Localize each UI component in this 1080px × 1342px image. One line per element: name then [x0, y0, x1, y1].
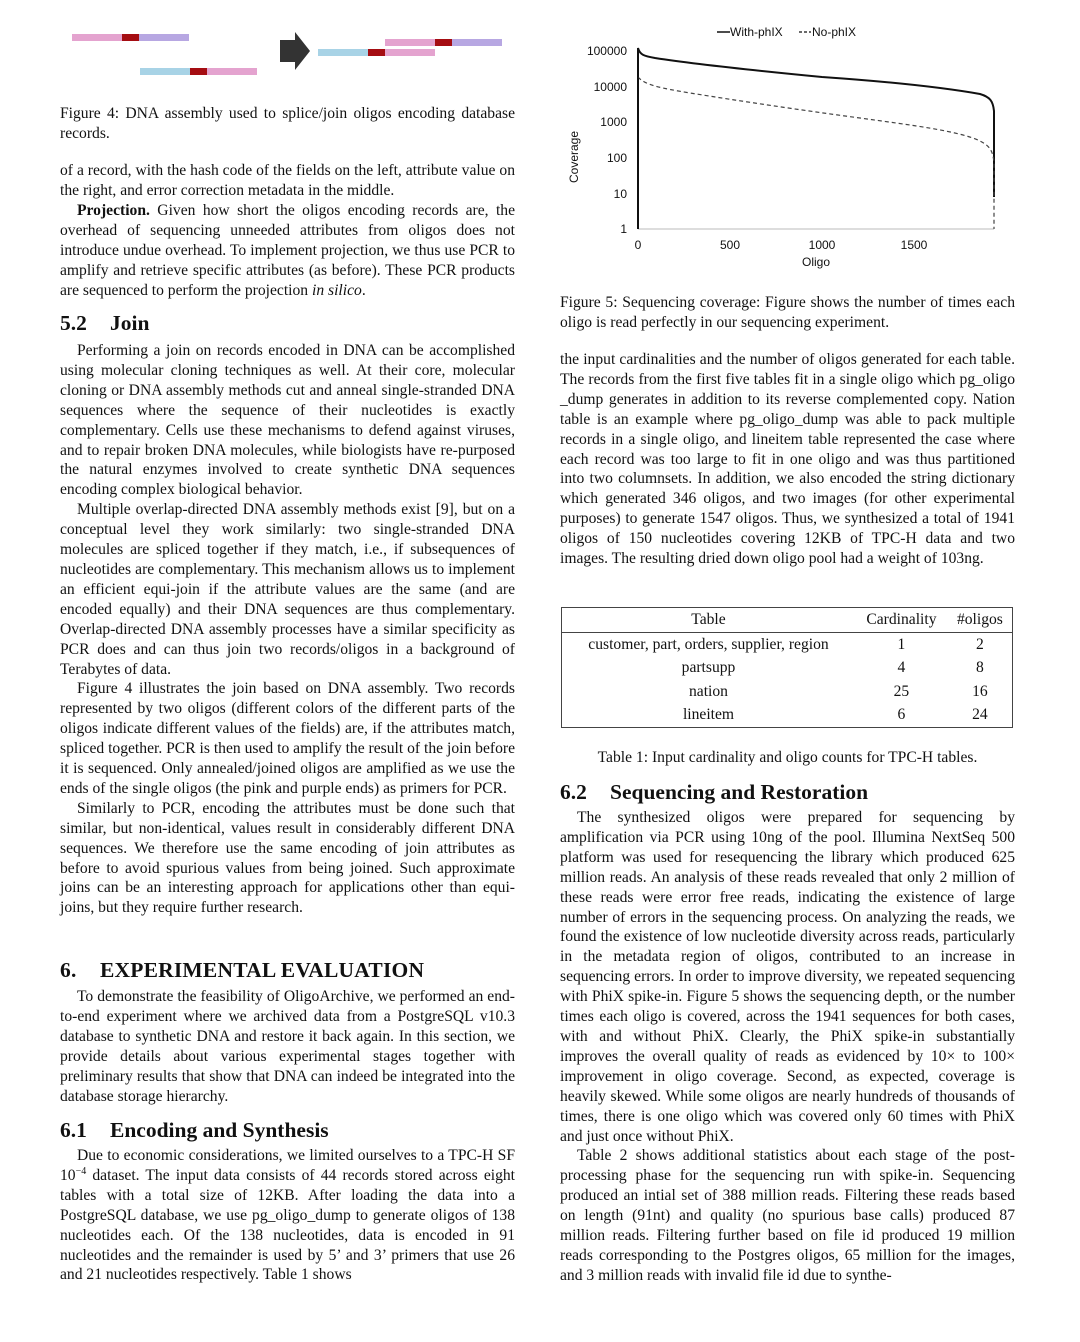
svg-text:10000: 10000: [593, 80, 627, 94]
oligo2-pink-segment: [207, 68, 257, 75]
figure-4-dna-assembly-diagram: [60, 28, 520, 83]
series-no-phix: [638, 77, 994, 229]
figure-4-caption: Figure 4: DNA assembly used to splice/join oligos encoding database records.: [60, 105, 515, 142]
joined-bottom-blue-segment: [318, 49, 368, 56]
paragraph-join-4: Similarly to PCR, encoding the attributes must be done such that similar, but non-identical, values result in considerably different DNA sequences. We therefore use the same encoding of join attributes as before to avoid spurious values from being joined. Such approximate joins can be an interesting approach for applications other than equi-joins, but they require further research.: [60, 799, 515, 917]
table-row: partsupp 4 8: [681, 659, 984, 676]
table-1-container: [561, 607, 1013, 728]
section-6-heading: 6. EXPERIMENTAL EVALUATION: [60, 958, 425, 982]
section-6-1-heading: 6.1 Encoding and Synthesis: [60, 1118, 329, 1142]
chart-legend: [717, 25, 856, 39]
paragraph-join-3: Figure 4 illustrates the join based on DNA assembly. Two records represented by two oligos (different colors of the different parts of the oligos indicate different values of the fields) are, if the attributes match, spliced together. PCR is then used to amplify the result of the join before it is sequenced. Only annealed/joined oligos are amplified as we use the ends of the single oligos (the pink and purple ends) as primers for PCR.: [60, 680, 515, 797]
paragraph-sequencing-2: Table 2 shows additional statistics about each stage of the post-processing phase for the sequencing run with spike-in. Sequencing produced an intial set of 388 million reads. Filtering these reads based on length (91nt) and quality (no spurious base calls) produced 87 million reads. Filtering further based on file id produced 19 million reads corresponding to the Postgres oligos, 65 million for the images, and 3 million reads with invalid file id due to synthe-: [560, 1147, 1015, 1284]
figure-5-coverage-chart: [560, 15, 1020, 280]
table-1: [561, 607, 1013, 728]
x-axis-ticks: [635, 238, 928, 252]
section-6-2-heading: 6.2 Sequencing and Restoration: [560, 780, 869, 804]
col-header-oligos: #oligos: [956, 611, 1003, 628]
table-header-row: [562, 608, 1013, 633]
right-arrow-icon: [280, 32, 310, 70]
oligo1-purple-segment: [139, 34, 189, 41]
table-row: lineitem 6 24: [682, 706, 988, 723]
oligo1-pink-segment: [72, 34, 122, 41]
paragraph-table-intro: the input cardinalities and the number of oligos generated for each table. The records from the first five tables fit in a single oligo which pg_oligo _dump generates in addition to its reverse complemented copy. Nation table is an example where pg_oligo_dump was able to pack multiple records in a single oligo, and lineitem table represented the case where each record was too large to fit in one oligo and was thus partitioned into two columnsets. In addition, we also encoded the string dictionary which generated 346 oligos, and two images (for other experimental purposes) to generate 1547 oligos. Thus, we synthesized a total of 1941 oligos of 150 nucleotides covering 12KB of TPC-H data and two images. The resulting dried down oligo pool had a weight of 103ng.: [560, 351, 1015, 568]
table-1-caption: Table 1: Input cardinality and oligo counts for TPC-H tables.: [597, 749, 978, 766]
paragraph-evaluation-intro: To demonstrate the feasibility of OligoArchive, we performed an end-to-end experiment where we archived data from a PostgreSQL v10.3 database to synthetic DNA and restore it back again. In this section, we provide details about various experimental stages together with preliminary results that show that DNA can indeed be integrated into the database storage hierarchy.: [60, 988, 515, 1105]
y-axis-ticks: [587, 44, 627, 236]
projection-label: Projection.: [77, 202, 150, 219]
oligo2-red-segment: [190, 68, 207, 75]
oligo2-blue-segment: [140, 68, 190, 75]
joined-top-pink-segment: [385, 39, 435, 46]
paragraph-record-continuation: of a record, with the hash code of the fields on the left, attribute value on the right, and error correction metadata in the middle.: [60, 162, 515, 199]
svg-text:500: 500: [719, 238, 741, 252]
section-6-2-body: [560, 808, 1015, 1286]
paragraph-join-2: Multiple overlap-directed DNA assembly methods exist [9], but on a conceptual level they work similarly: two single-stranded DNA molecules are spliced together if they match, i.e., if subsequences of nucleotides are complementary. This mechanism allows us to implement an efficient equi-join if the attribute values are the same (and are encoded equally) and their DNA sequences are thus complementary. Overlap-directed DNA assembly processes have a similar specificity as PCR does and can thus join two records/oligos in a background of Terabytes of data.: [60, 501, 515, 678]
oligo1-red-segment: [122, 34, 139, 41]
paragraph-encoding: Due to economic considerations, we limited ourselves to a TPC-H SF $10^{-4}$ dataset. The input data consists of 44 records stored across eight tables with a total size of 12KB. After loading the data into a PostgreSQL database, we use pg_oligo_dump to generate oligos of 138 nucleotides each. Of the 138 nucleotides, data is encoded in 91 nucleotides and the remainder is used by 5’ and 3’ primers that use 26 and 21 nucleotides respectively. Table 1 shows: [60, 1147, 515, 1284]
svg-text:1: 1: [620, 222, 627, 236]
svg-text:100000: 100000: [586, 44, 627, 58]
svg-text:1500: 1500: [900, 238, 928, 252]
svg-text:1000: 1000: [600, 115, 627, 129]
table-row: nation 25 16: [689, 682, 988, 700]
series-with-phix: [638, 48, 994, 229]
svg-text:1000: 1000: [808, 238, 836, 252]
paragraph-join-1: Performing a join on records encoded in DNA can be accomplished using molecular cloning techniques as well. At their core, molecular cloning or DNA assembly methods cut and anneal single-stranded DNA sequences where the sequence of their nucleotides is exactly complementary. Cells use these mechanisms to defend against viruses, and to repair broken DNA molecules, while biologists have re-purposed the natural enzymes involved to create synthetic DNA sequences encoding complex biological behavior.: [60, 342, 515, 499]
joined-bottom-red-segment: [368, 49, 385, 56]
section-5-2-heading: 5.2 Join: [60, 311, 150, 335]
figure-5-caption: Figure 5: Sequencing coverage: Figure shows the number of times each oligo is read perfectly in our sequencing experiment.: [560, 294, 1015, 331]
svg-text:0: 0: [634, 238, 642, 252]
paragraph-projection: Projection. Given how short the oligos encoding records are, the overhead of sequencing unneeded attributes from oligos does not introduce undue overhead. To implement projection, we thus use PCR to amplify and retrieve specific attributes (as before). These PCR products are sequenced to perform the projection in silico.: [60, 202, 515, 299]
section-5-2-body: [60, 341, 515, 918]
svg-text:With-phIX: With-phIX: [730, 25, 783, 39]
joined-bottom-pink-segment: [385, 49, 435, 56]
col-header-table: Table: [691, 611, 726, 628]
joined-top-purple-segment: [452, 39, 502, 46]
table-row: customer, part, orders, supplier, region 1 2: [588, 635, 984, 653]
x-axis-label: Oligo: [801, 255, 831, 269]
svg-text:10: 10: [613, 187, 627, 201]
y-axis-label: Coverage: [567, 130, 581, 184]
paragraph-sequencing-1: The synthesized oligos were prepared for sequencing by amplification via PCR using 10ng of the pool. Illumina NextSeq 500 platform was used for resequencing the library which produced 625 million reads. An analysis of these reads revealed that only 2 million of these reads were error free reads, indicating the existence of large number of errors in the sequencing process. On analyzing the reads, we found the existence of low nucleotide diversity across reads, particularly in the metadata region of oligos, contributed to an increase in sequencing errors. In order to improve diversity, we repeated sequencing with PhiX spike-in. Figure 5 shows the sequencing depth, or the number times each oligo is covered, across the 1941 sequences for both cases, with and without PhiX. Clearly, the PhiX spike-in substantially improves the overall quality of reads as evidenced by 10× to 100× improvement in oligo coverage. Second, as expected, coverage is heavily skewed. While some oligos are nearly hundreds of thousands of times, there is one oligo which was covered only 60 times with PhiX and just once without PhiX.: [560, 809, 1015, 1145]
joined-top-red-segment: [435, 39, 452, 46]
svg-text:100: 100: [606, 151, 627, 165]
svg-text:No-phIX: No-phIX: [812, 25, 857, 39]
col-header-cardinality: Cardinality: [866, 611, 937, 628]
